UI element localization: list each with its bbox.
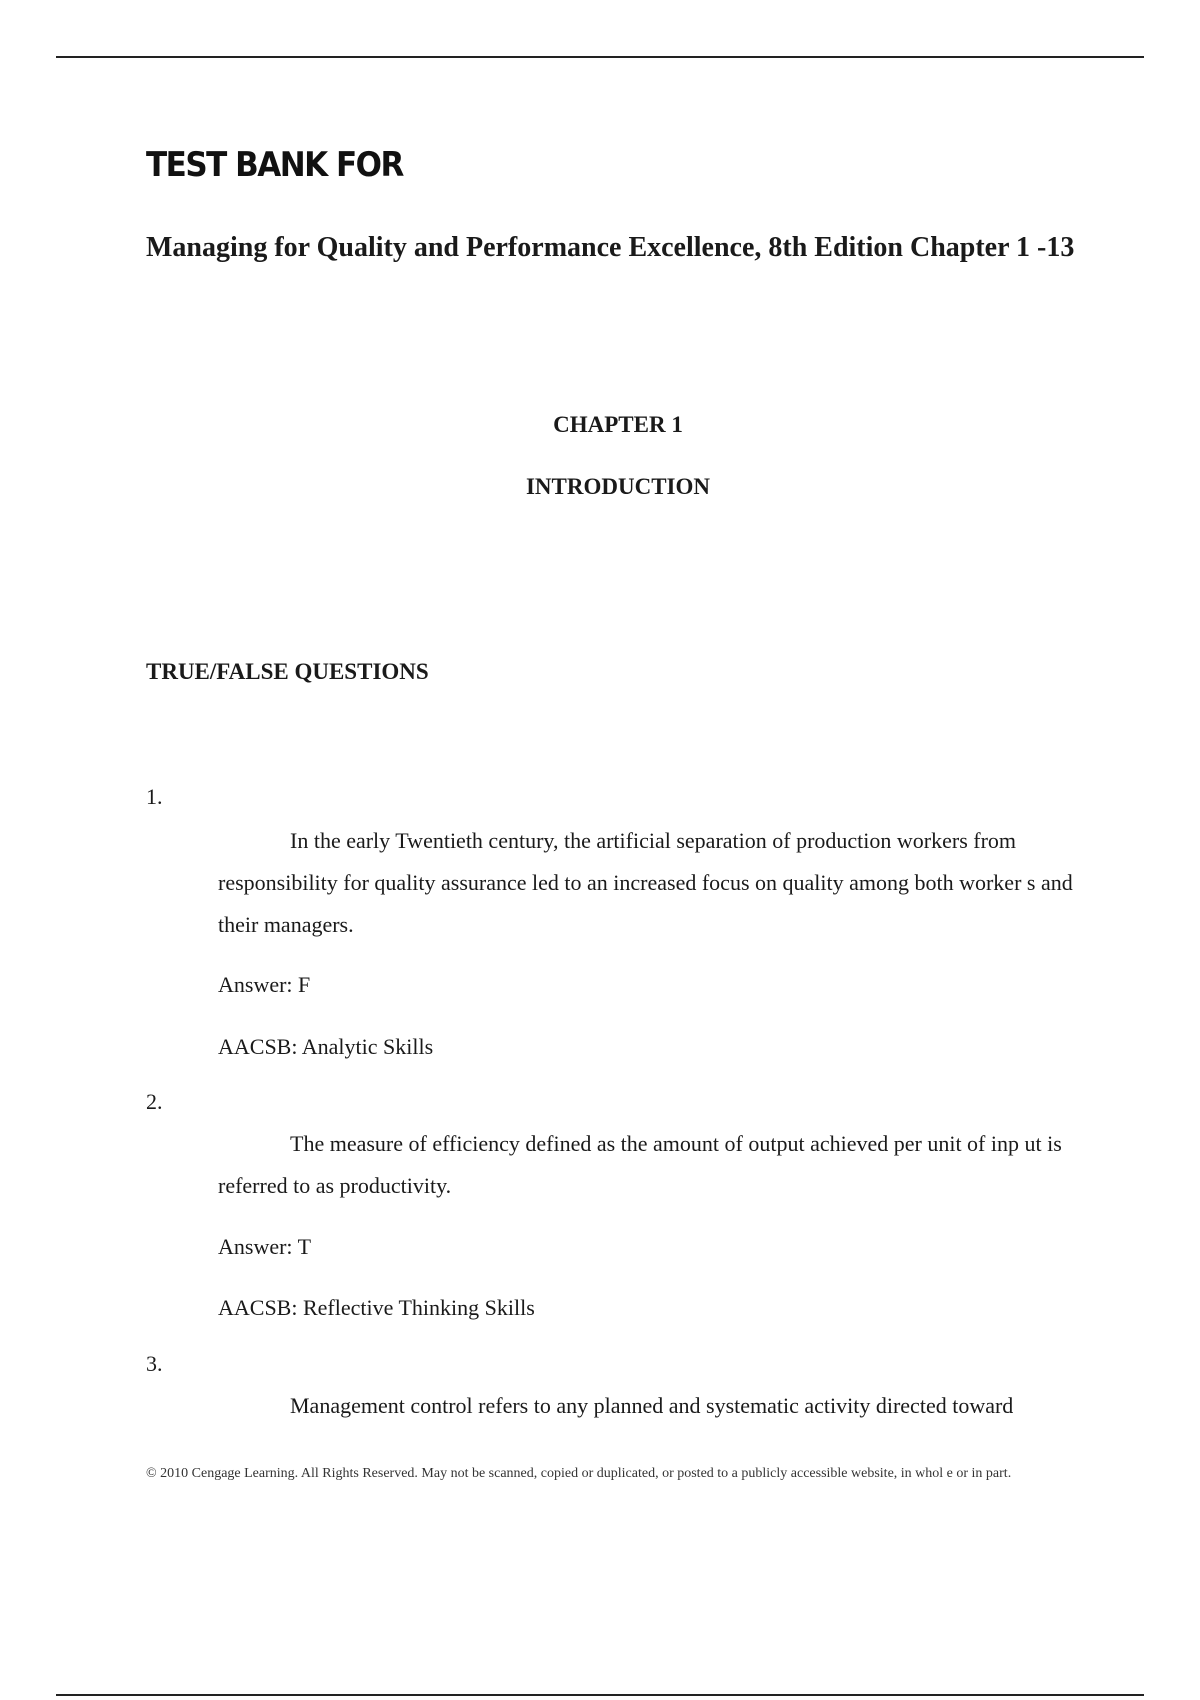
book-title: Managing for Quality and Performance Excellence, 8th Edition Chapter 1 -13 — [146, 232, 1075, 263]
question-number: 3. — [146, 1351, 163, 1376]
question-text: In the early Twentieth century, the artificial separation of production workers from responsibility for quality assurance led to an increased focus on quality among both worker s and their managers. — [218, 828, 1073, 937]
test-bank-label: TEST BANK FOR — [146, 146, 403, 185]
question-text: Management control refers to any planned and systematic activity directed toward — [290, 1393, 1014, 1418]
question-answer: Answer: F — [218, 972, 311, 997]
section-heading: TRUE/FALSE QUESTIONS — [146, 659, 429, 684]
copyright-notice: © 2010 Cengage Learning. All Rights Reserved. May not be scanned, copied or duplicated, or posted to a publicly accessible website, in whol e or in part. — [146, 1466, 1012, 1481]
top-rule — [56, 56, 1144, 58]
bottom-rule — [56, 1694, 1144, 1696]
question-aacsb: AACSB: Analytic Skills — [218, 1034, 434, 1059]
question-number: 2. — [146, 1089, 163, 1114]
chapter-name: INTRODUCTION — [525, 474, 711, 499]
question-answer: Answer: T — [218, 1234, 312, 1259]
chapter-number: CHAPTER 1 — [553, 412, 683, 437]
question-aacsb: AACSB: Reflective Thinking Skills — [218, 1295, 535, 1320]
question-number: 1. — [146, 784, 163, 809]
question-text: The measure of efficiency defined as the amount of output achieved per unit of inp ut is referred to as productivity. — [218, 1131, 1062, 1198]
